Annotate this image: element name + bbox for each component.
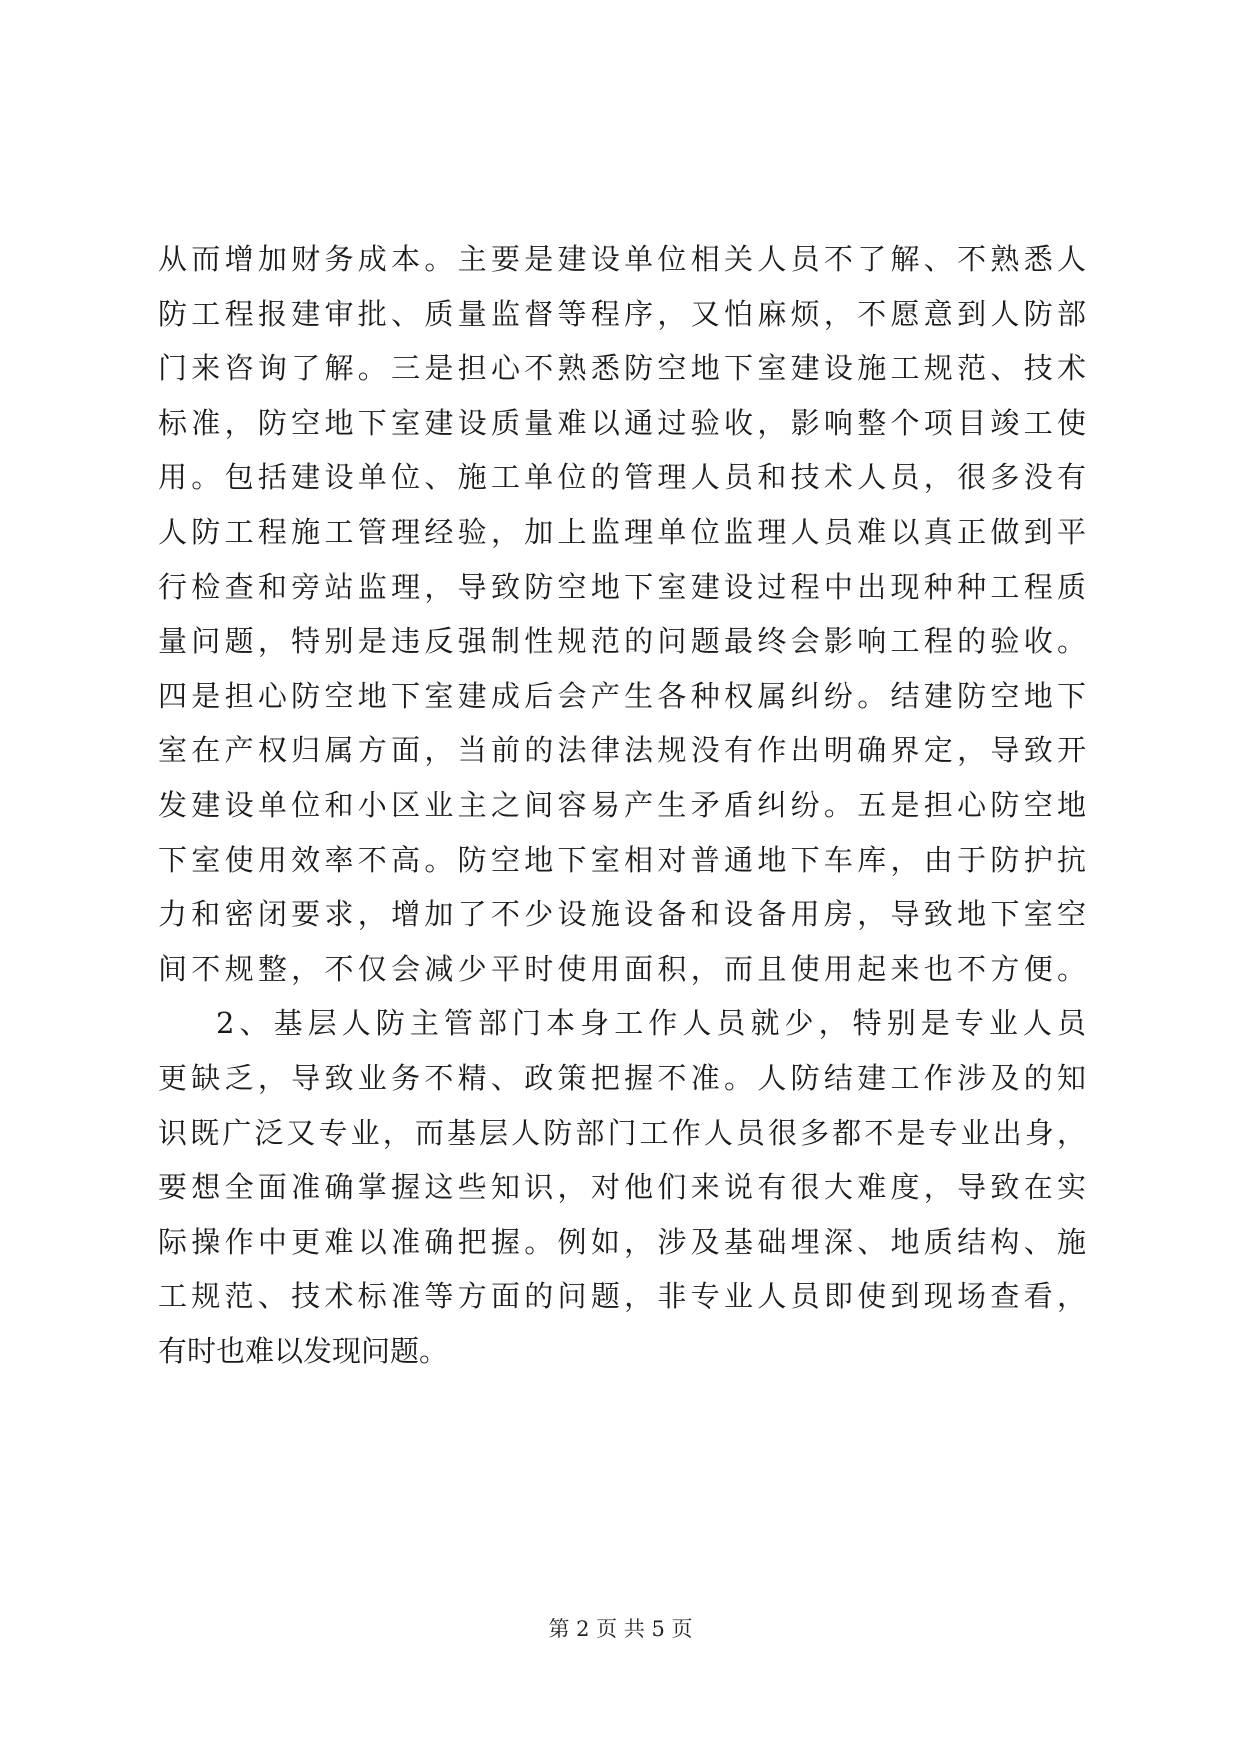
text-line: 防工程报建审批、质量监督等程序，又怕麻烦，不愿意到人防部 xyxy=(158,296,1086,331)
text-line: 行检查和旁站监理，导致防空地下室建设过程中出现种种工程质 xyxy=(158,569,1086,604)
text-line: 标准，防空地下室建设质量难以通过验收，影响整个项目竣工使 xyxy=(158,405,1086,440)
text-line: 工规范、技术标准等方面的问题，非专业人员即使到现场查看， xyxy=(158,1279,1086,1314)
text-line: 门来咨询了解。三是担心不熟悉防空地下室建设施工规范、技术 xyxy=(158,351,1086,386)
text-line: 识既广泛又专业，而基层人防部门工作人员很多都不是专业出身， xyxy=(158,1115,1086,1150)
body-text xyxy=(158,232,1086,1378)
text-line: 下室使用效率不高。防空地下室相对普通地下车库，由于防护抗 xyxy=(158,842,1086,877)
paragraph-start-line: 2、基层人防主管部门本身工作人员就少，特别是专业人员 xyxy=(216,1006,1086,1041)
text-line: 室在产权归属方面，当前的法律法规没有作出明确界定，导致开 xyxy=(158,733,1086,768)
text-line: 发建设单位和小区业主之间容易产生矛盾纠纷。五是担心防空地 xyxy=(158,787,1086,822)
text-line: 四是担心防空地下室建成后会产生各种权属纠纷。结建防空地下 xyxy=(158,678,1086,713)
text-line: 间不规整，不仅会减少平时使用面积，而且使用起来也不方便。 xyxy=(158,951,1086,986)
paragraph-end-line: 有时也难以发现问题。 xyxy=(158,1333,449,1368)
text-line: 从而增加财务成本。主要是建设单位相关人员不了解、不熟悉人 xyxy=(158,242,1086,276)
text-line: 际操作中更难以准确把握。例如，涉及基础埋深、地质结构、施 xyxy=(158,1224,1086,1259)
text-line: 力和密闭要求，增加了不少设施设备和设备用房，导致地下室空 xyxy=(158,897,1086,932)
text-line: 要想全面准确掌握这些知识，对他们来说有很大难度，导致在实 xyxy=(158,1170,1086,1205)
page-footer: 第 2 页 共 5 页 xyxy=(548,1617,693,1641)
text-line: 人防工程施工管理经验，加上监理单位监理人员难以真正做到平 xyxy=(158,514,1086,549)
text-line: 更缺乏，导致业务不精、政策把握不准。人防结建工作涉及的知 xyxy=(158,1060,1086,1095)
text-line: 量问题，特别是违反强制性规范的问题最终会影响工程的验收。 xyxy=(158,624,1086,659)
text-line: 用。包括建设单位、施工单位的管理人员和技术人员，很多没有 xyxy=(158,460,1086,495)
